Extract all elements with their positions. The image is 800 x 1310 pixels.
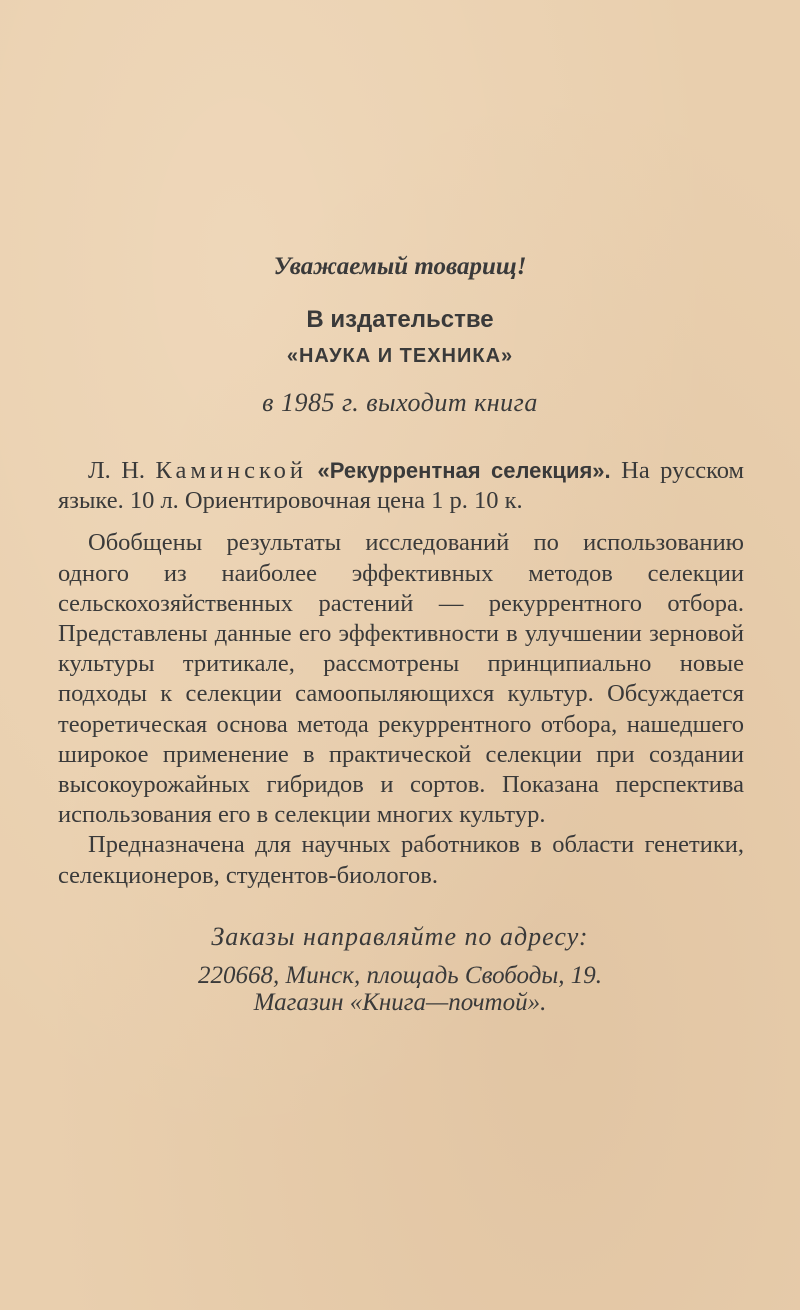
publisher-name: «НАУКА И ТЕХНИКА» — [286, 345, 514, 367]
orders-label: Заказы направляйте по адресу: — [211, 922, 589, 951]
publisher-line: В издательстве — [306, 306, 494, 333]
audience-paragraph: Предназначена для научных работников в области генетики, селекционеров, студентов-биологов. — [58, 831, 744, 889]
shop-name: Магазин «Книга—почтой». — [253, 989, 547, 1016]
book-title: «Рекуррентная селекция». — [317, 458, 611, 483]
announcement-paragraph — [58, 456, 744, 516]
author-surname: Каминской — [155, 457, 308, 484]
order-address: 220668, Минск, площадь Свободы, 19. — [197, 962, 603, 989]
book-details: На русском языке. 10 л. Ориентировочная цена 1 р. 10 к. — [58, 457, 745, 515]
greeting: Уважаемый товарищ! — [273, 253, 527, 280]
summary-paragraph: Обобщены результаты исследований по использованию одного из наиболее эффективных методов селекции сельскохозяйственных растений — рекуррентного отбора. Представлены данные его эффективности в улучшении зерновой культуры тритикале, рассмотрены принципиально новые подходы к селекции самоопыляющихся культур. Обсуждается теоретическая основа метода рекуррентного отбора, нашедшего широкое применение в практической селекции при создании высокоурожайных гибридов и сортов. Показана перспектива использования его в селекции многих культур. — [58, 529, 744, 829]
announcement-body — [58, 456, 744, 891]
year-line: в 1985 г. выходит книга — [262, 388, 538, 417]
author-initials: Л. Н. — [88, 457, 146, 484]
